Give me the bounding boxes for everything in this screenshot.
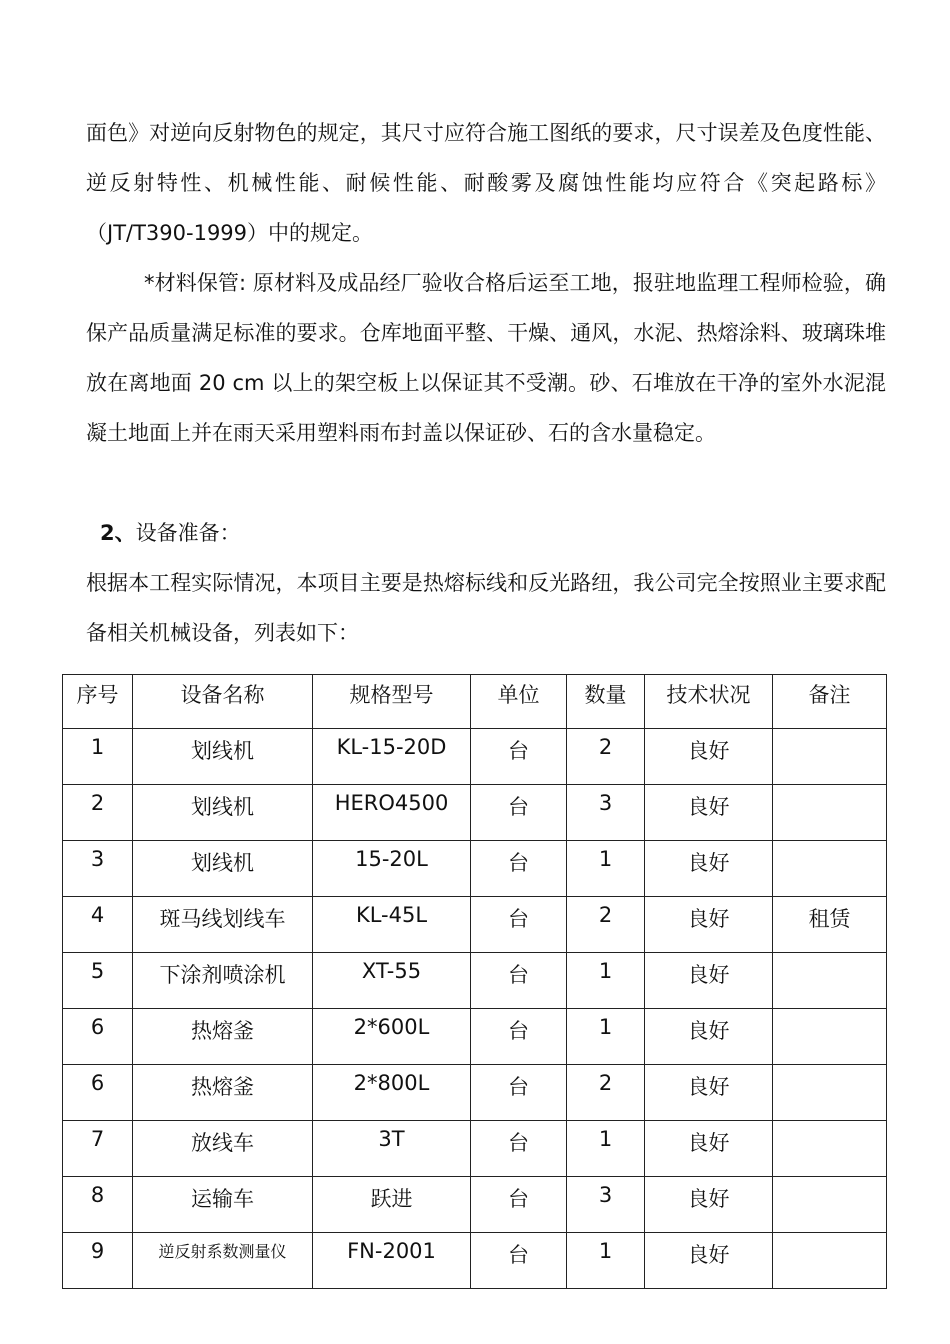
col-header-unit: 单位 xyxy=(471,675,567,729)
cell-quantity: 3 xyxy=(567,785,645,841)
col-header-model: 规格型号 xyxy=(313,675,471,729)
cell-condition: 良好 xyxy=(645,1177,773,1233)
cell-condition: 良好 xyxy=(645,1009,773,1065)
cell-name: 下涂剂喷涂机 xyxy=(133,953,313,1009)
table-row xyxy=(63,785,887,841)
cell-remarks xyxy=(773,1177,887,1233)
cell-index: 6 xyxy=(63,1065,133,1121)
cell-quantity: 1 xyxy=(567,1233,645,1289)
table-row xyxy=(63,841,887,897)
cell-quantity: 1 xyxy=(567,953,645,1009)
cell-model: 2*600L xyxy=(313,1009,471,1065)
col-header-condition: 技术状况 xyxy=(645,675,773,729)
cell-model: XT-55 xyxy=(313,953,471,1009)
cell-unit: 台 xyxy=(471,1177,567,1233)
cell-condition: 良好 xyxy=(645,1233,773,1289)
table-header-row xyxy=(63,675,887,729)
table-row xyxy=(63,1009,887,1065)
cell-condition: 良好 xyxy=(645,1121,773,1177)
col-header-name: 设备名称 xyxy=(133,675,313,729)
cell-remarks xyxy=(773,729,887,785)
cell-unit: 台 xyxy=(471,785,567,841)
cell-model: 跃进 xyxy=(313,1177,471,1233)
cell-quantity: 2 xyxy=(567,1065,645,1121)
paragraph-standards: 面色》对逆向反射物色的规定，其尺寸应符合施工图纸的要求，尺寸误差及色度性能、逆反射特性、机械性能、耐候性能、耐酸雾及腐蚀性能均应符合《突起路标》（JT/T390-1999）中的规定。 xyxy=(86,121,886,245)
col-header-quantity: 数量 xyxy=(567,675,645,729)
section-number: 2、 xyxy=(100,521,136,545)
cell-remarks xyxy=(773,1233,887,1289)
cell-remarks xyxy=(773,1121,887,1177)
section-heading xyxy=(100,508,241,558)
cell-quantity: 1 xyxy=(567,841,645,897)
cell-name: 划线机 xyxy=(133,729,313,785)
table-row xyxy=(63,897,887,953)
table-row xyxy=(63,1121,887,1177)
cell-unit: 台 xyxy=(471,1009,567,1065)
cell-quantity: 1 xyxy=(567,1009,645,1065)
cell-name: 划线机 xyxy=(133,785,313,841)
cell-index: 2 xyxy=(63,785,133,841)
cell-quantity: 1 xyxy=(567,1121,645,1177)
table-row xyxy=(63,953,887,1009)
cell-unit: 台 xyxy=(471,1121,567,1177)
col-header-remarks: 备注 xyxy=(773,675,887,729)
table-row xyxy=(63,1177,887,1233)
cell-model: HERO4500 xyxy=(313,785,471,841)
cell-index: 3 xyxy=(63,841,133,897)
cell-index: 9 xyxy=(63,1233,133,1289)
cell-unit: 台 xyxy=(471,1233,567,1289)
cell-index: 1 xyxy=(63,729,133,785)
cell-remarks xyxy=(773,953,887,1009)
cell-index: 5 xyxy=(63,953,133,1009)
cell-condition: 良好 xyxy=(645,785,773,841)
cell-unit: 台 xyxy=(471,897,567,953)
cell-unit: 台 xyxy=(471,953,567,1009)
table-row xyxy=(63,729,887,785)
cell-condition: 良好 xyxy=(645,897,773,953)
cell-condition: 良好 xyxy=(645,729,773,785)
cell-name: 热熔釜 xyxy=(133,1065,313,1121)
cell-unit: 台 xyxy=(471,841,567,897)
cell-remarks xyxy=(773,1065,887,1121)
table-row xyxy=(63,1065,887,1121)
cell-model: FN-2001 xyxy=(313,1233,471,1289)
paragraph-material-storage: *材料保管: 原材料及成品经厂验收合格后运至工地，报驻地监理工程师检验，确保产品质量满足标准的要求。仓库地面平整、干燥、通风，水泥、热熔涂料、玻璃珠堆放在离地面 20 cm 以上的架空板上以保证其不受潮。砂、石堆放在干净的室外水泥混凝土地面上并在雨天采用塑料雨布封盖以保证砂、石的含水量稳定。 xyxy=(86,271,886,445)
section-title: 设备准备： xyxy=(135,521,241,545)
cell-model: 15-20L xyxy=(313,841,471,897)
cell-model: KL-45L xyxy=(313,897,471,953)
col-header-index: 序号 xyxy=(63,675,133,729)
cell-remarks: 租赁 xyxy=(773,897,887,953)
cell-quantity: 2 xyxy=(567,897,645,953)
cell-name: 运输车 xyxy=(133,1177,313,1233)
cell-model: KL-15-20D xyxy=(313,729,471,785)
cell-quantity: 2 xyxy=(567,729,645,785)
paragraph-equipment-intro: 根据本工程实际情况，本项目主要是热熔标线和反光路纽，我公司完全按照业主要求配备相关机械设备，列表如下： xyxy=(86,571,886,645)
cell-unit: 台 xyxy=(471,729,567,785)
cell-condition: 良好 xyxy=(645,1065,773,1121)
cell-remarks xyxy=(773,785,887,841)
cell-index: 4 xyxy=(63,897,133,953)
cell-condition: 良好 xyxy=(645,841,773,897)
cell-index: 8 xyxy=(63,1177,133,1233)
cell-unit: 台 xyxy=(471,1065,567,1121)
cell-model: 3T xyxy=(313,1121,471,1177)
equipment-table xyxy=(62,674,887,1289)
cell-condition: 良好 xyxy=(645,953,773,1009)
cell-remarks xyxy=(773,1009,887,1065)
cell-remarks xyxy=(773,841,887,897)
cell-name: 斑马线划线车 xyxy=(133,897,313,953)
cell-quantity: 3 xyxy=(567,1177,645,1233)
cell-name: 逆反射系数测量仪 xyxy=(133,1233,313,1289)
cell-model: 2*800L xyxy=(313,1065,471,1121)
cell-index: 7 xyxy=(63,1121,133,1177)
table-row xyxy=(63,1233,887,1289)
cell-name: 放线车 xyxy=(133,1121,313,1177)
cell-name: 热熔釜 xyxy=(133,1009,313,1065)
cell-index: 6 xyxy=(63,1009,133,1065)
cell-name: 划线机 xyxy=(133,841,313,897)
